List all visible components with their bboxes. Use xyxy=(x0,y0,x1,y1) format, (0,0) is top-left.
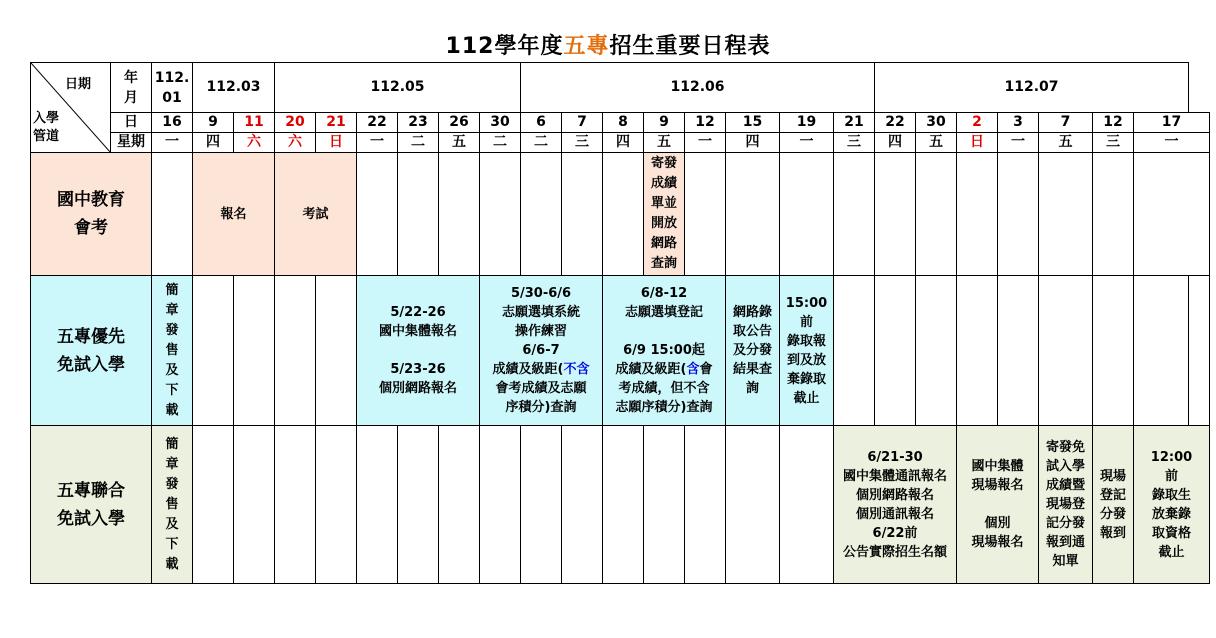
grid-cell xyxy=(957,153,998,276)
grid-cell xyxy=(480,426,521,584)
priority-result-cell: 網路錄 取公告 及分發 結果查 詢 xyxy=(726,276,780,426)
grid-cell xyxy=(398,153,439,276)
grid-cell xyxy=(521,153,562,276)
weekday-cell: 一 xyxy=(780,133,834,153)
grid-cell xyxy=(875,276,916,426)
grid-cell xyxy=(1134,153,1210,276)
highlight-included: 含 xyxy=(686,362,700,377)
corner-route-label-2: 管道 xyxy=(33,129,60,144)
day-cell: 21 xyxy=(316,113,357,133)
yearmonth-label: 年 月 xyxy=(111,63,152,113)
grid-cell xyxy=(193,276,234,426)
weekday-label: 星期 xyxy=(111,133,152,153)
grid-cell xyxy=(562,153,603,276)
day-cell: 9 xyxy=(193,113,234,133)
day-cell: 26 xyxy=(439,113,480,133)
grid-cell xyxy=(1134,276,1189,426)
joint-notice-cell: 寄發免 試入學 成績暨 現場登 記分發 報到通 知單 xyxy=(1039,426,1093,584)
priority-register-cell: 6/8-12 志願選填登記 6/9 15:00起 成績及級距(含會 考成績，但不含 志願序積分)查詢 xyxy=(603,276,726,426)
weekday-cell: 一 xyxy=(357,133,398,153)
grid-cell xyxy=(1039,276,1093,426)
day-cell: 3 xyxy=(998,113,1039,133)
weekday-cell: 日 xyxy=(957,133,998,153)
grid-cell xyxy=(780,426,834,584)
grid-cell xyxy=(234,276,275,426)
grid-cell xyxy=(685,426,726,584)
row-label-exam: 國中教育 會考 xyxy=(31,153,152,276)
exam-test-cell: 考試 xyxy=(275,153,357,276)
grid-cell xyxy=(1189,276,1210,426)
grid-cell xyxy=(316,426,357,584)
joint-onsite-cell: 國中集體 現場報名 個別 現場報名 xyxy=(957,426,1039,584)
title-highlight: 五專 xyxy=(563,34,610,59)
priority-practice-cell: 5/30-6/6 志願選填系統 操作練習 6/6-7 成績及級距(不含 會考成績及志願 序積分)查詢 xyxy=(480,276,603,426)
month-header: 112.07 xyxy=(875,63,1189,113)
day-cell: 9 xyxy=(644,113,685,133)
day-cell: 30 xyxy=(480,113,521,133)
grid-cell xyxy=(875,153,916,276)
grid-cell xyxy=(234,426,275,584)
joint-apply-cell: 6/21-30 國中集體通訊報名 個別網路報名 個別通訊報名 6/22前 公告實際招生名額 xyxy=(834,426,957,584)
weekday-cell: 三 xyxy=(834,133,875,153)
grid-cell xyxy=(957,276,998,426)
priority-deadline-cell: 15:00 前 錄取報 到及放 棄錄取 截止 xyxy=(780,276,834,426)
weekday-cell: 二 xyxy=(398,133,439,153)
weekday-cell: 三 xyxy=(562,133,603,153)
day-cell: 16 xyxy=(152,113,193,133)
row-label-joint: 五專聯合 免試入學 xyxy=(31,426,152,584)
corner-date-label: 日期 xyxy=(65,77,92,92)
day-cell: 2 xyxy=(957,113,998,133)
joint-brochure-cell: 簡 章 發 售 及 下 載 xyxy=(152,426,193,584)
month-header: 112.03 xyxy=(193,63,275,113)
weekday-cell: 一 xyxy=(685,133,726,153)
day-cell: 21 xyxy=(834,113,875,133)
month-header: 112.05 xyxy=(275,63,521,113)
weekday-cell: 四 xyxy=(193,133,234,153)
day-cell: 20 xyxy=(275,113,316,133)
joint-deadline-cell: 12:00 前 錄取生 放棄錄 取資格 截止 xyxy=(1134,426,1210,584)
exam-score-cell: 寄發 成績 單並 開放 網路 查詢 xyxy=(644,153,685,276)
grid-cell xyxy=(1039,153,1093,276)
day-cell: 11 xyxy=(234,113,275,133)
grid-cell xyxy=(834,153,875,276)
weekday-cell: 三 xyxy=(1093,133,1134,153)
weekday-cell: 四 xyxy=(726,133,780,153)
day-cell: 17 xyxy=(1134,113,1210,133)
grid-cell xyxy=(603,153,644,276)
day-cell: 12 xyxy=(1093,113,1134,133)
weekday-cell: 四 xyxy=(875,133,916,153)
day-cell: 7 xyxy=(562,113,603,133)
weekday-cell: 一 xyxy=(998,133,1039,153)
corner-route-label-1: 入學 xyxy=(33,111,60,126)
page-title: 112學年度五專招生重要日程表 xyxy=(445,34,771,59)
weekday-cell: 六 xyxy=(275,133,316,153)
grid-cell xyxy=(603,426,644,584)
grid-cell xyxy=(521,426,562,584)
grid-cell xyxy=(439,153,480,276)
grid-cell xyxy=(1093,276,1134,426)
grid-cell xyxy=(1093,153,1134,276)
weekday-cell: 日 xyxy=(316,133,357,153)
grid-cell xyxy=(357,153,398,276)
day-cell: 6 xyxy=(521,113,562,133)
day-label: 日 xyxy=(111,113,152,133)
grid-cell xyxy=(275,276,316,426)
schedule-table xyxy=(30,62,1210,584)
month-header: 112.06 xyxy=(521,63,875,113)
priority-apply-cell: 5/22-26 國中集體報名 5/23-26 個別網路報名 xyxy=(357,276,480,426)
grid-cell xyxy=(480,153,521,276)
grid-cell xyxy=(275,426,316,584)
grid-cell xyxy=(916,153,957,276)
grid-cell xyxy=(398,426,439,584)
grid-cell xyxy=(357,426,398,584)
priority-brochure-cell: 簡 章 發 售 及 下 載 xyxy=(152,276,193,426)
exam-registration-cell: 報名 xyxy=(193,153,275,276)
grid-cell xyxy=(916,276,957,426)
weekday-cell: 五 xyxy=(1039,133,1093,153)
grid-cell xyxy=(193,426,234,584)
grid-cell xyxy=(726,426,780,584)
day-cell: 7 xyxy=(1039,113,1093,133)
grid-cell xyxy=(685,153,726,276)
grid-cell xyxy=(998,153,1039,276)
grid-cell xyxy=(644,426,685,584)
grid-cell xyxy=(726,153,780,276)
day-cell: 12 xyxy=(685,113,726,133)
joint-assign-cell: 現場 登記 分發 報到 xyxy=(1093,426,1134,584)
weekday-cell: 五 xyxy=(439,133,480,153)
day-cell: 8 xyxy=(603,113,644,133)
weekday-cell: 五 xyxy=(644,133,685,153)
grid-cell xyxy=(998,276,1039,426)
weekday-cell: 一 xyxy=(1134,133,1210,153)
grid-cell xyxy=(316,276,357,426)
weekday-cell: 一 xyxy=(152,133,193,153)
weekday-cell: 四 xyxy=(603,133,644,153)
weekday-cell: 五 xyxy=(916,133,957,153)
day-cell: 23 xyxy=(398,113,439,133)
grid-cell xyxy=(562,426,603,584)
weekday-cell: 六 xyxy=(234,133,275,153)
highlight-not-included: 不含 xyxy=(563,362,590,377)
grid-cell xyxy=(834,276,875,426)
grid-cell xyxy=(780,153,834,276)
day-cell: 19 xyxy=(780,113,834,133)
day-cell: 22 xyxy=(875,113,916,133)
row-label-priority: 五專優先 免試入學 xyxy=(31,276,152,426)
day-cell: 15 xyxy=(726,113,780,133)
grid-cell xyxy=(152,153,193,276)
month-header: 112. 01 xyxy=(152,63,193,113)
weekday-cell: 二 xyxy=(480,133,521,153)
corner-header xyxy=(31,63,111,153)
day-cell: 22 xyxy=(357,113,398,133)
day-cell: 30 xyxy=(916,113,957,133)
grid-cell xyxy=(439,426,480,584)
weekday-cell: 二 xyxy=(521,133,562,153)
